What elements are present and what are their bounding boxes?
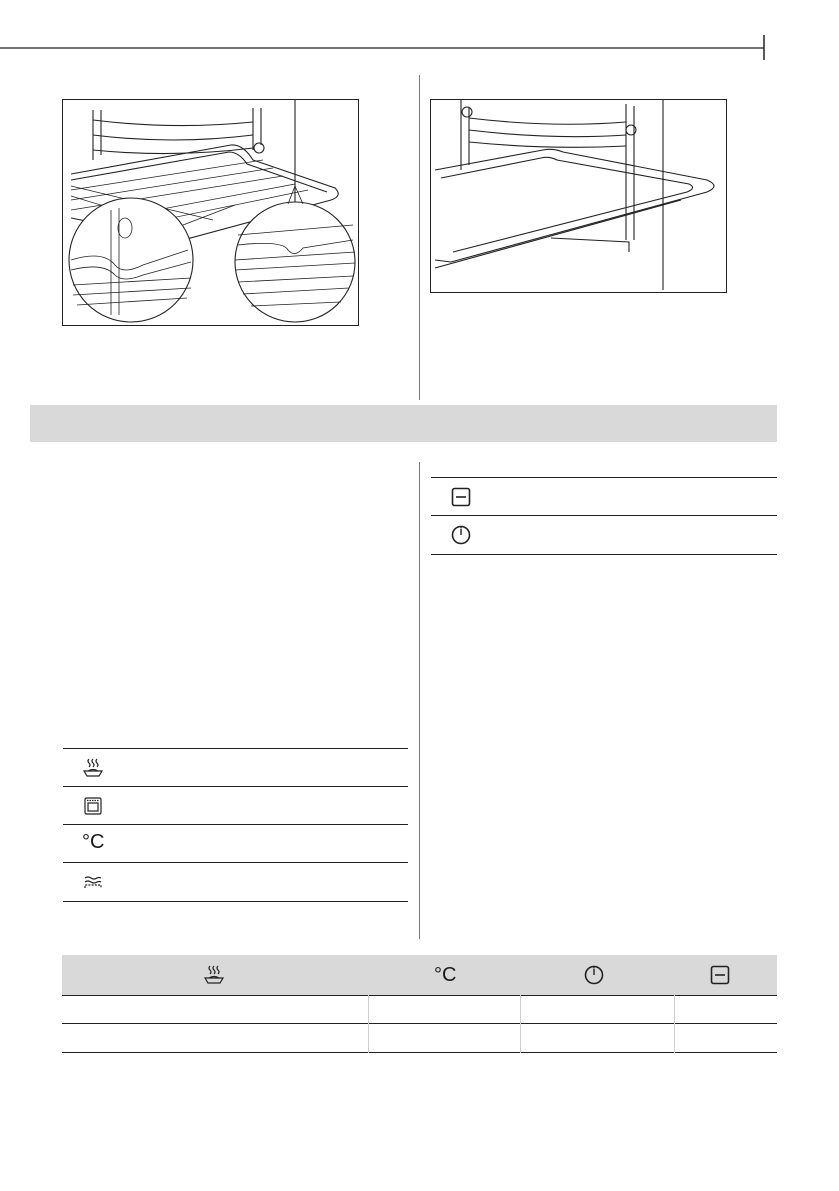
section-heading-band	[30, 405, 777, 442]
column-separator	[520, 995, 521, 1053]
clock-icon	[583, 964, 605, 986]
settings-table	[62, 955, 777, 1053]
celsius-symbol: °C	[82, 831, 105, 853]
wire-shelf-illustration	[62, 99, 359, 326]
dish-heating-icon	[203, 964, 225, 986]
column-divider	[419, 75, 420, 400]
column-separator	[368, 995, 369, 1053]
minus-key-icon	[450, 486, 472, 508]
table-header-row	[62, 955, 777, 995]
clock-icon	[450, 524, 472, 546]
symbol-table-left	[63, 748, 408, 901]
celsius-icon	[434, 964, 456, 986]
table-row	[63, 748, 408, 787]
table-row	[63, 786, 408, 825]
table-rule	[62, 1052, 777, 1053]
celsius-header: °C	[434, 964, 457, 986]
deep-pan-illustration	[430, 99, 727, 293]
table-rule	[62, 1023, 777, 1024]
heating-element-icon	[82, 871, 104, 893]
minus-key-icon	[709, 964, 731, 986]
table-row	[63, 824, 408, 863]
symbol-table-right	[431, 477, 777, 554]
table-row	[63, 862, 408, 902]
column-separator	[674, 995, 675, 1053]
column-divider	[419, 462, 420, 939]
table-rule	[62, 995, 777, 996]
table-row	[431, 477, 777, 516]
table-row	[431, 515, 777, 555]
dish-heating-icon	[82, 757, 104, 779]
celsius-icon	[82, 831, 104, 853]
oven-display-icon	[82, 795, 104, 817]
